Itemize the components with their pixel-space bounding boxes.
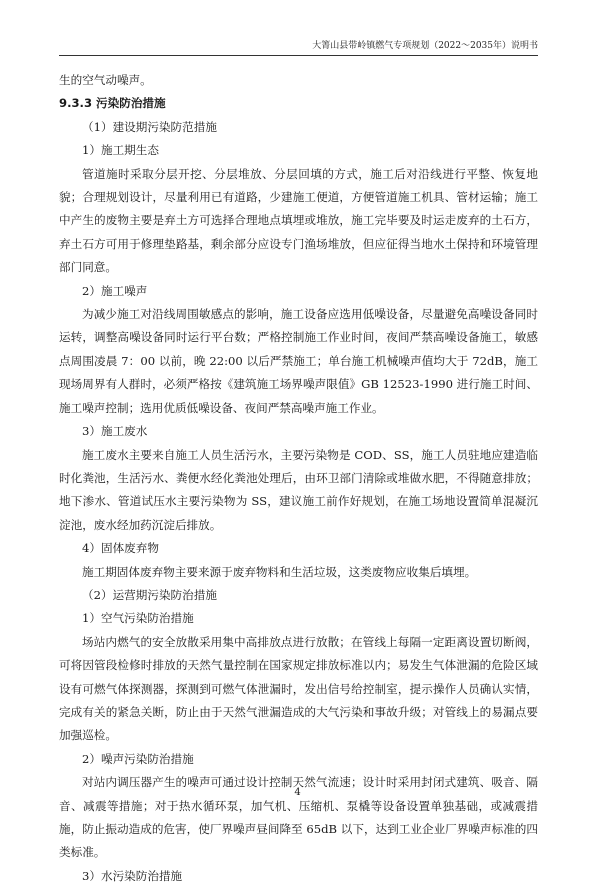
section-heading: 9.3.3 污染防治措施 bbox=[59, 96, 166, 111]
item-solid-waste-body: 施工期固体废弃物主要来源于废弃物料和生活垃圾，这类废物应收集后填埋。 bbox=[82, 564, 477, 579]
item-solid-waste-title: 4）固体废弃物 bbox=[82, 541, 159, 556]
document-body bbox=[59, 69, 538, 888]
item-wastewater-title: 3）施工废水 bbox=[82, 424, 148, 439]
item-noise-title: 2）施工噪声 bbox=[82, 283, 148, 298]
paragraph-continuation: 生的空气动噪声。 bbox=[59, 73, 152, 87]
subsection-construction: （1）建设期污染防范措施 bbox=[82, 119, 217, 134]
item-air-body: 场站内燃气的安全放散采用集中高排放点进行放散；在管线上每隔一定距离设置切断阀，可将因管段检修时排放的天然气量控制在国家规定排放标准以内；易发生气体泄漏的危险区域设有可燃气体探测器，探测到可燃气体泄漏时，发出信号给控制室，提示操作人员确认实情，完成有关的紧急关断，防止由于天然气泄漏造成的大气污染和事故升级；对管线上的易漏点要加强巡检。 bbox=[59, 634, 538, 743]
item-op-noise-title: 2）噪声污染防治措施 bbox=[82, 751, 194, 766]
item-noise-body: 为减少施工对沿线周围敏感点的影响，施工设备应选用低噪设备，尽量避免高噪设备同时运转，调整高噪设备同时运行平台数；严格控制施工作业时间，夜间严禁高噪设备施工，敏感点周围凌晨 7：00 以前，晚 22:00 以后严禁施工；单台施工机械噪声值均大于 72dB，施工现场周界有人群时，必须严格按《建筑施工场界噪声限值》GB 12523-1990 进行施工时间、施工噪声控制；选用优质低噪设备、夜间严禁高噪声施工作业。 bbox=[59, 307, 538, 415]
item-ecology-body: 管道施时采取分层开挖、分层堆放、分层回填的方式，施工后对沿线进行平整、恢复地貌；合理规划设计，尽量利用已有道路，少建施工便道，方便管道施工机具、管材运输；施工中产生的废物主要是弃土方可选择合理地点填埋或堆放，施工完毕要及时运走废弃的土石方，弃土石方可用于修理垫路基，剩余部分应设专门渔场堆放，但应征得当地水土保持和环境管理部门同意。 bbox=[59, 166, 538, 275]
page-number: 4 bbox=[294, 787, 301, 798]
subsection-operation: （2）运营期污染防治措施 bbox=[82, 587, 217, 602]
item-ecology-title: 1）施工期生态 bbox=[82, 143, 159, 158]
item-wastewater-body: 施工废水主要来自施工人员生活污水，主要污染物是 COD、SS，施工人员驻地应建造临时化粪池，生活污水、粪便水经化粪池处理后，由环卫部门清除或堆做水肥，不得随意排放；地下渗水、管道试压水主要污染物为 SS，建议施工前作好规划，在施工场地设置简单混凝沉淀池，废水经加药沉淀后排放。 bbox=[59, 447, 538, 532]
item-air-title: 1）空气污染防治措施 bbox=[82, 611, 194, 626]
item-water-title: 3）水污染防治措施 bbox=[82, 868, 183, 883]
page-header: 大箐山县带岭镇燃气专项规划（2022～2035年）说明书 bbox=[59, 40, 538, 56]
item-op-noise-body: 对站内调压器产生的噪声可通过设计控制天然气流速；设计时采用封闭式建筑、吸音、隔音、减震等措施；对于热水循环泵，加气机、压缩机、泵橇等设备设置单独基础，或减震措施，防止振动造成的危害，使厂界噪声昼间降至 65dB 以下，达到工业企业厂界噪声标准的四类标准。 bbox=[59, 775, 538, 860]
